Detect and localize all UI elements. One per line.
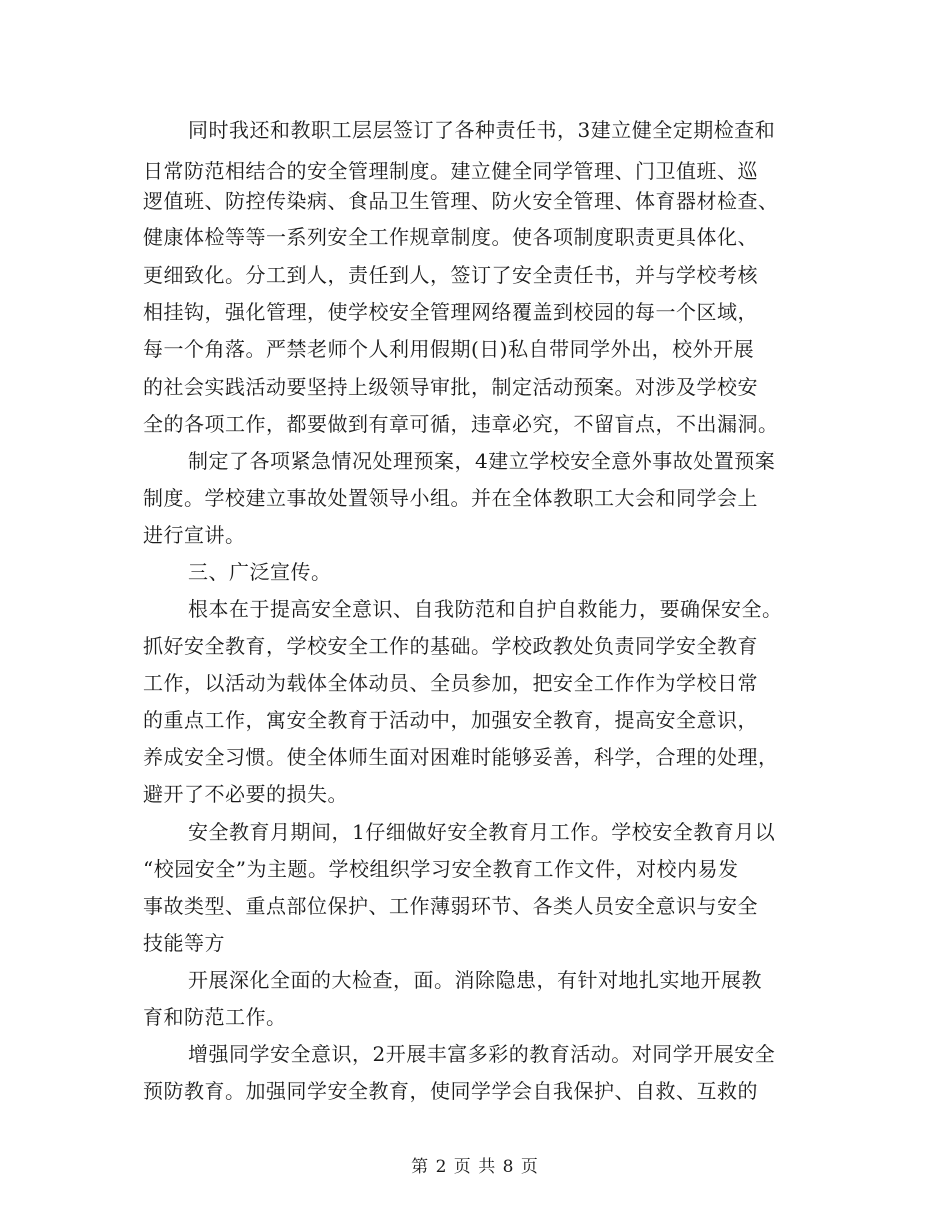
text-line: 预防教育。加强同学安全教育，使同学学会自我保护、自救、互救的 xyxy=(143,1079,758,1103)
text-line: 养成安全习惯。使全体师生面对困难时能够妥善，科学，合理的处理， xyxy=(143,745,779,769)
text-line: 健康体检等等一系列安全工作规章制度。使各项制度职责更具体化、 xyxy=(143,225,758,249)
text-line: “校园安全”为主题。学校组织学习安全教育工作文件，对校内易发 xyxy=(143,857,739,881)
text-line: 逻值班、防控传染病、食品卫生管理、防火安全管理、体育器材检查、 xyxy=(143,189,779,213)
text-line: 的重点工作，寓安全教育于活动中，加强安全教育，提高安全意识， xyxy=(143,708,758,732)
text-line: 同时我还和教职工层层签订了各种责任书，3建立健全定期检查和 xyxy=(188,118,776,142)
page-number-footer: 第 2 页 共 8 页 xyxy=(411,1157,539,1177)
section-heading: 三、广泛宣传。 xyxy=(188,560,332,584)
text-line: 进行宣讲。 xyxy=(143,523,246,547)
text-line: 根本在于提高安全意识、自我防范和自护自救能力，要确保安全。 xyxy=(188,597,783,621)
text-line: 日常防范相结合的安全管理制度。建立健全同学管理、门卫值班、巡 xyxy=(143,159,758,183)
text-line: 全的各项工作，都要做到有章可循，违章必究，不留盲点，不出漏洞。 xyxy=(143,412,779,436)
text-line: 制度。学校建立事故处置领导小组。并在全体教职工大会和同学会上 xyxy=(143,486,758,510)
text-line: 更细致化。分工到人，责任到人，签订了安全责任书，并与学校考核 xyxy=(143,263,758,287)
text-line: 相挂钩，强化管理，使学校安全管理网络覆盖到校园的每一个区域， xyxy=(143,300,758,324)
text-line: 抓好安全教育，学校安全工作的基础。学校政教处负责同学安全教育 xyxy=(143,634,758,658)
text-line: 开展深化全面的大检查，面。消除隐患，有针对地扎实地开展教 xyxy=(188,968,762,992)
text-line: 的社会实践活动要坚持上级领导审批，制定活动预案。对涉及学校安 xyxy=(143,375,758,399)
text-line: 每一个角落。严禁老师个人利用假期(日)私自带同学外出，校外开展 xyxy=(143,337,755,361)
text-line: 增强同学安全意识，2开展丰富多彩的教育活动。对同学开展安全 xyxy=(188,1042,776,1066)
text-line: 技能等方 xyxy=(143,931,225,955)
text-line: 育和防范工作。 xyxy=(143,1005,287,1029)
text-line: 事故类型、重点部位保护、工作薄弱环节、各类人员安全意识与安全 xyxy=(143,894,758,918)
text-line: 制定了各项紧急情况处理预案，4建立学校安全意外事故处置预案 xyxy=(188,449,776,473)
text-line: 工作，以活动为载体全体动员、全员参加，把安全工作作为学校日常 xyxy=(143,671,758,695)
text-line: 安全教育月期间，1仔细做好安全教育月工作。学校安全教育月以 xyxy=(188,820,776,844)
text-line: 避开了不必要的损失。 xyxy=(143,782,348,806)
